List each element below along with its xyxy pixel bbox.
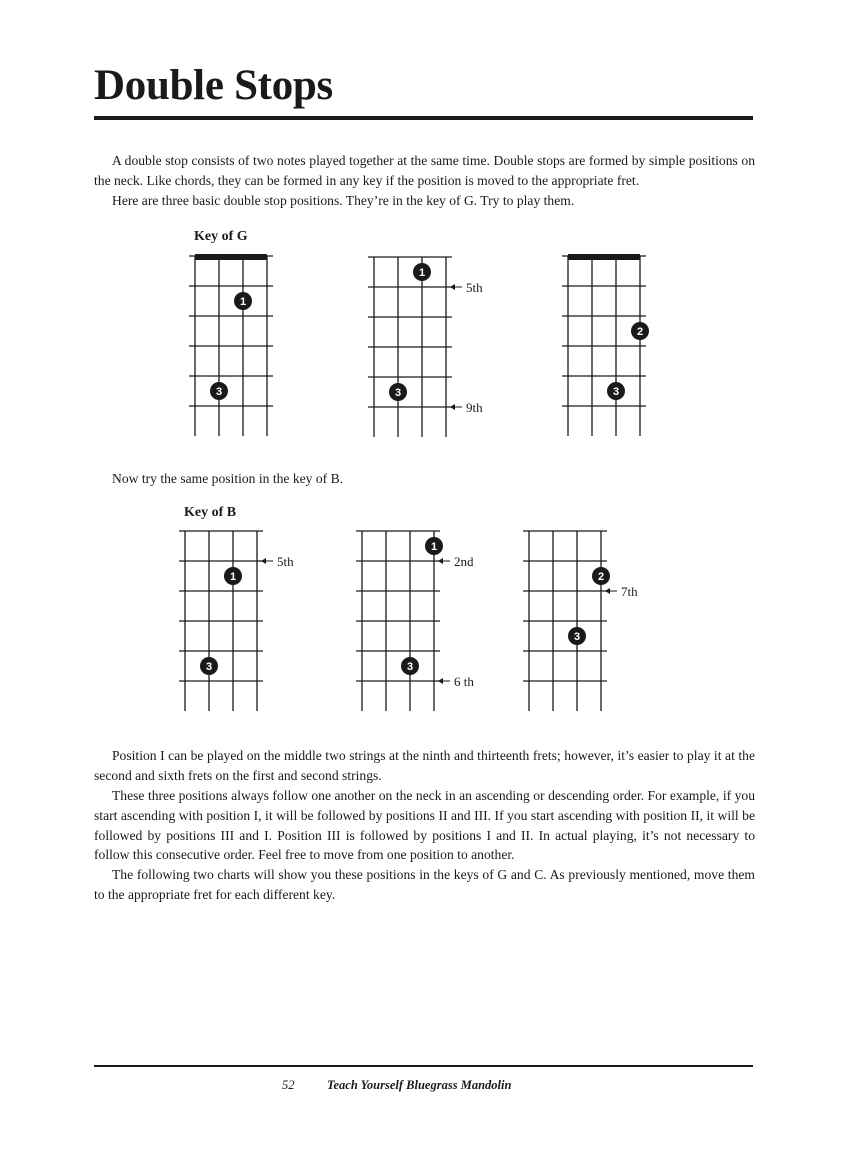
body-paragraph-3: The following two charts will show you these positions in the keys of G and C. As previously mentioned, move them to the appropriate fret for each different key. (94, 867, 755, 902)
nut-bar (568, 254, 640, 260)
intro-paragraph-2: Here are three basic double stop positions. They’re in the key of G. Try to play them. (112, 193, 575, 208)
chord-diagram (368, 257, 483, 437)
key-b-intro-text: Now try the same position in the key of B. (112, 471, 344, 486)
fret-position-label: 6 th (454, 674, 474, 689)
finger-number: 1 (430, 541, 438, 553)
arrow-head-icon (438, 558, 443, 564)
arrow-head-icon (605, 588, 610, 594)
finger-number: 1 (229, 571, 237, 583)
finger-number: 3 (394, 387, 402, 399)
chord-diagram (356, 531, 474, 711)
fret-position-label: 7th (621, 584, 638, 599)
arrow-head-icon (450, 284, 455, 290)
key-of-b-label: Key of B (184, 505, 237, 520)
page-number: 52 (282, 1078, 295, 1092)
footer-rule (94, 1065, 753, 1067)
finger-number: 3 (406, 661, 414, 673)
finger-number: 3 (215, 386, 223, 398)
fret-position-label: 5th (466, 280, 483, 295)
arrow-head-icon (450, 404, 455, 410)
book-title: Teach Yourself Bluegrass Mandolin (327, 1078, 512, 1092)
finger-number: 3 (205, 661, 213, 673)
page-title: Double Stops (94, 62, 333, 109)
finger-number: 1 (418, 267, 426, 279)
chord-diagram (523, 531, 638, 711)
nut-bar (195, 254, 267, 260)
body-paragraph-2: These three positions always follow one another on the neck in an ascending or descending order. For example, if you start ascending with position I, it will be followed by positions II and III. If you start ascending with position II, it will be followed by positions III and I. Position III is followed by positions I and II. In actual playing, it’s not necessary to follow this consecutive order. Feel free to move from one position to another. (94, 788, 755, 863)
chord-diagram (179, 531, 294, 711)
body-paragraph-1: Position I can be played on the middle two strings at the ninth and thirteenth frets; however, it’s easier to play it at the second and sixth frets on the first and second strings. (94, 748, 755, 783)
key-of-g-label: Key of G (194, 229, 248, 244)
intro-paragraph-1: A double stop consists of two notes played together at the same time. Double stops are formed by simple positions on the neck. Like chords, they can be formed in any key if the position is moved to the appropriate fret. (94, 153, 755, 188)
finger-number: 2 (636, 326, 644, 338)
finger-number: 2 (597, 571, 605, 583)
fret-position-label: 5th (277, 554, 294, 569)
fret-position-label: 2nd (454, 554, 474, 569)
chord-diagram (562, 254, 649, 436)
finger-number: 3 (612, 386, 620, 398)
finger-number: 3 (573, 631, 581, 643)
fret-position-label: 9th (466, 400, 483, 415)
finger-number: 1 (239, 296, 247, 308)
chord-diagram (189, 254, 273, 436)
arrow-head-icon (438, 678, 443, 684)
arrow-head-icon (261, 558, 266, 564)
